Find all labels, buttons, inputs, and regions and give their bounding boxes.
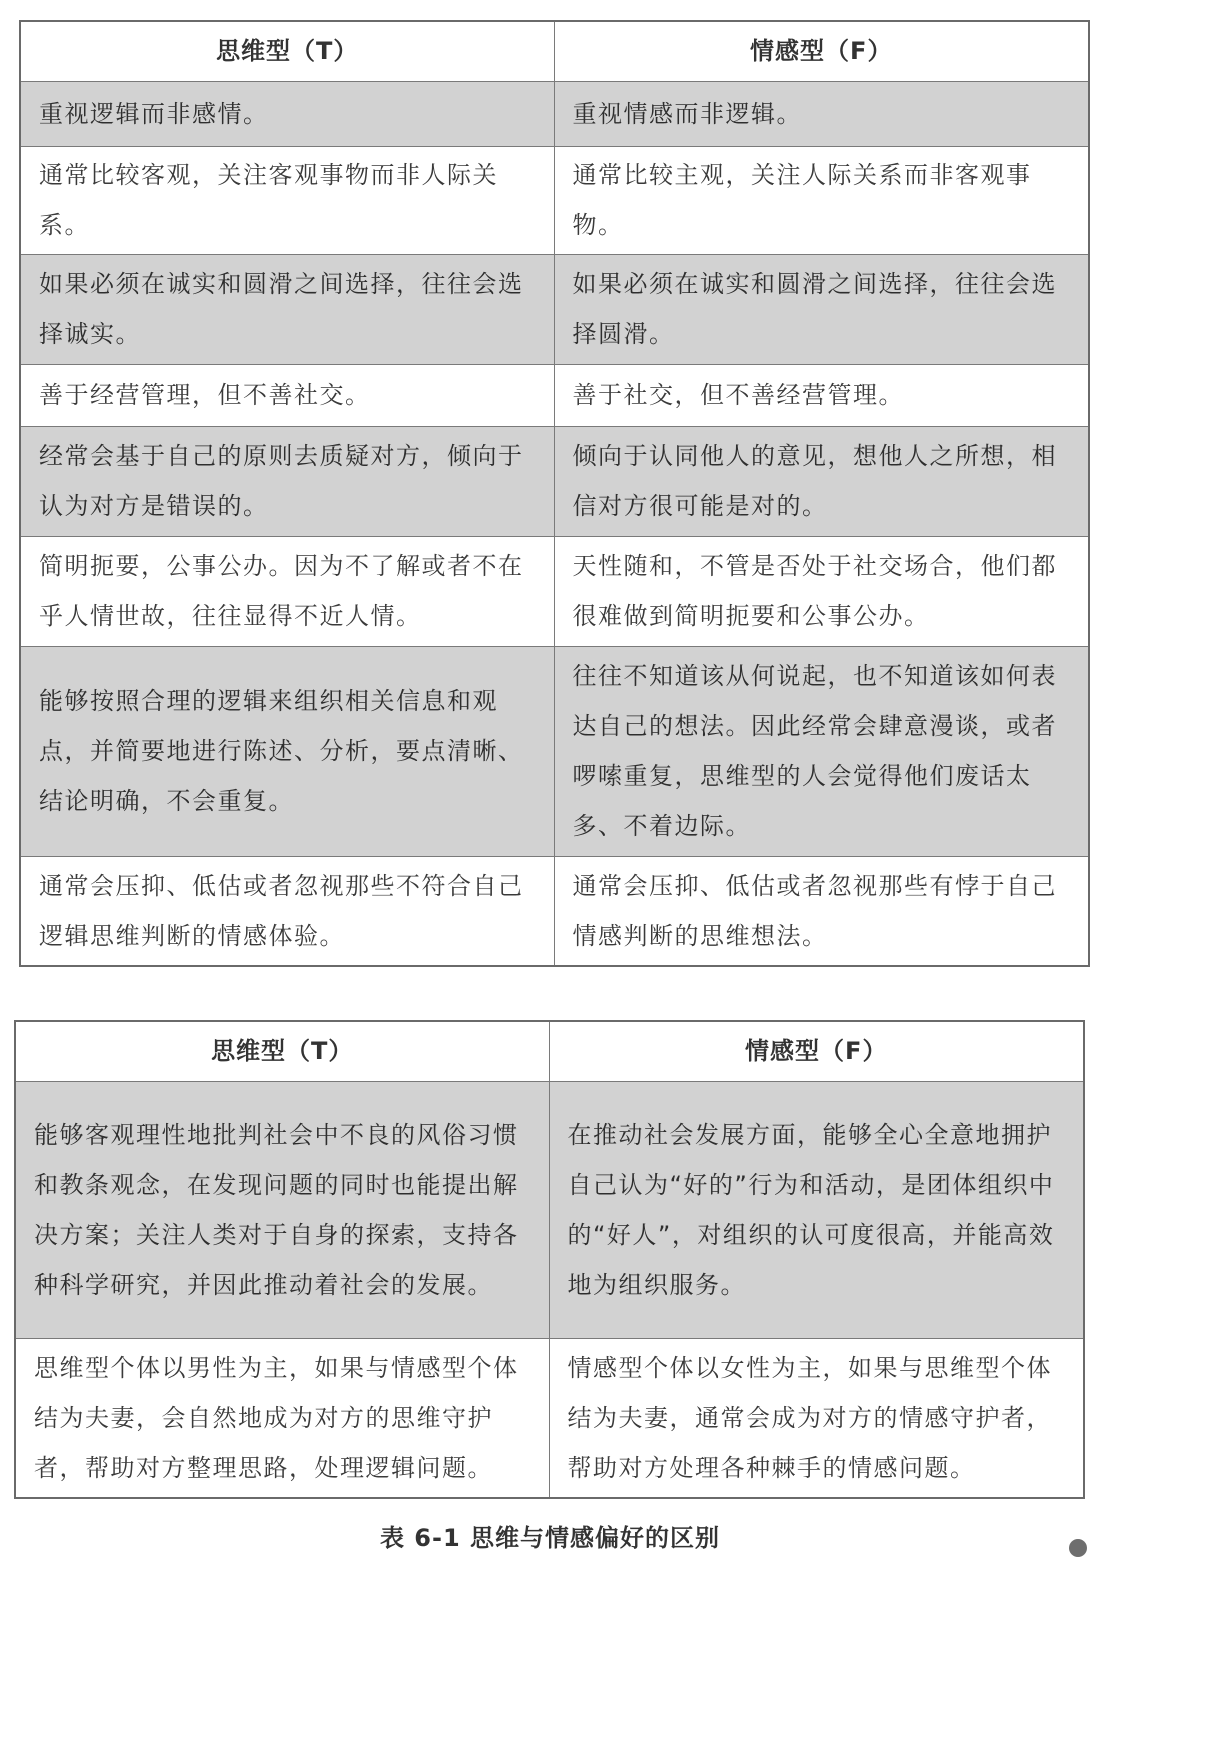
cell-feeling: 通常会压抑、低估或者忽视那些有悖于自己情感判断的思维想法。 (554, 856, 1089, 966)
table-row (15, 1338, 1084, 1498)
table-header-row (20, 21, 1089, 81)
cell-feeling: 往往不知道该从何说起，也不知道该如何表达自己的想法。因此经常会肆意漫谈，或者啰嗦重复，思维型的人会觉得他们废话太多、不着边际。 (554, 646, 1089, 856)
table-row (20, 364, 1089, 426)
cell-thinking: 经常会基于自己的原则去质疑对方，倾向于认为对方是错误的。 (20, 426, 554, 536)
cell-thinking: 思维型个体以男性为主，如果与情感型个体结为夫妻，会自然地成为对方的思维守护者，帮助对方整理思路，处理逻辑问题。 (15, 1338, 549, 1498)
cell-feeling: 通常比较主观，关注人际关系而非客观事物。 (554, 146, 1089, 254)
cell-thinking: 通常比较客观，关注客观事物而非人际关系。 (20, 146, 554, 254)
page-dot-marker (1069, 1539, 1087, 1557)
header-thinking: 思维型（T） (15, 1021, 549, 1081)
comparison-table-1 (19, 20, 1090, 967)
cell-thinking: 能够客观理性地批判社会中不良的风俗习惯和教条观念，在发现问题的同时也能提出解决方案；关注人类对于自身的探索，支持各种科学研究，并因此推动着社会的发展。 (15, 1081, 549, 1338)
table-row (20, 856, 1089, 966)
table-caption: 表 6-1 思维与情感偏好的区别 (379, 1524, 721, 1552)
table-row (20, 426, 1089, 536)
comparison-table-2 (14, 1020, 1085, 1499)
cell-thinking: 重视逻辑而非感情。 (20, 81, 554, 146)
table-row (20, 536, 1089, 646)
table-row (20, 646, 1089, 856)
header-feeling: 情感型（F） (549, 1021, 1084, 1081)
cell-thinking: 如果必须在诚实和圆滑之间选择，往往会选择诚实。 (20, 254, 554, 364)
cell-feeling: 善于社交，但不善经营管理。 (554, 364, 1089, 426)
header-feeling: 情感型（F） (554, 21, 1089, 81)
table-header-row (15, 1021, 1084, 1081)
header-thinking: 思维型（T） (20, 21, 554, 81)
table-row (20, 254, 1089, 364)
cell-feeling: 在推动社会发展方面，能够全心全意地拥护自己认为“好的”行为和活动，是团体组织中的“好人”，对组织的认可度很高，并能高效地为组织服务。 (549, 1081, 1084, 1338)
cell-thinking: 善于经营管理，但不善社交。 (20, 364, 554, 426)
table-row (20, 81, 1089, 146)
cell-feeling: 天性随和，不管是否处于社交场合，他们都很难做到简明扼要和公事公办。 (554, 536, 1089, 646)
cell-feeling: 重视情感而非逻辑。 (554, 81, 1089, 146)
table-row (15, 1081, 1084, 1338)
table-row (20, 146, 1089, 254)
cell-feeling: 情感型个体以女性为主，如果与思维型个体结为夫妻，通常会成为对方的情感守护者，帮助对方处理各种棘手的情感问题。 (549, 1338, 1084, 1498)
cell-thinking: 通常会压抑、低估或者忽视那些不符合自己逻辑思维判断的情感体验。 (20, 856, 554, 966)
cell-feeling: 倾向于认同他人的意见，想他人之所想，相信对方很可能是对的。 (554, 426, 1089, 536)
cell-thinking: 简明扼要，公事公办。因为不了解或者不在乎人情世故，往往显得不近人情。 (20, 536, 554, 646)
cell-thinking: 能够按照合理的逻辑来组织相关信息和观点，并简要地进行陈述、分析，要点清晰、结论明确，不会重复。 (20, 646, 554, 856)
cell-feeling: 如果必须在诚实和圆滑之间选择，往往会选择圆滑。 (554, 254, 1089, 364)
